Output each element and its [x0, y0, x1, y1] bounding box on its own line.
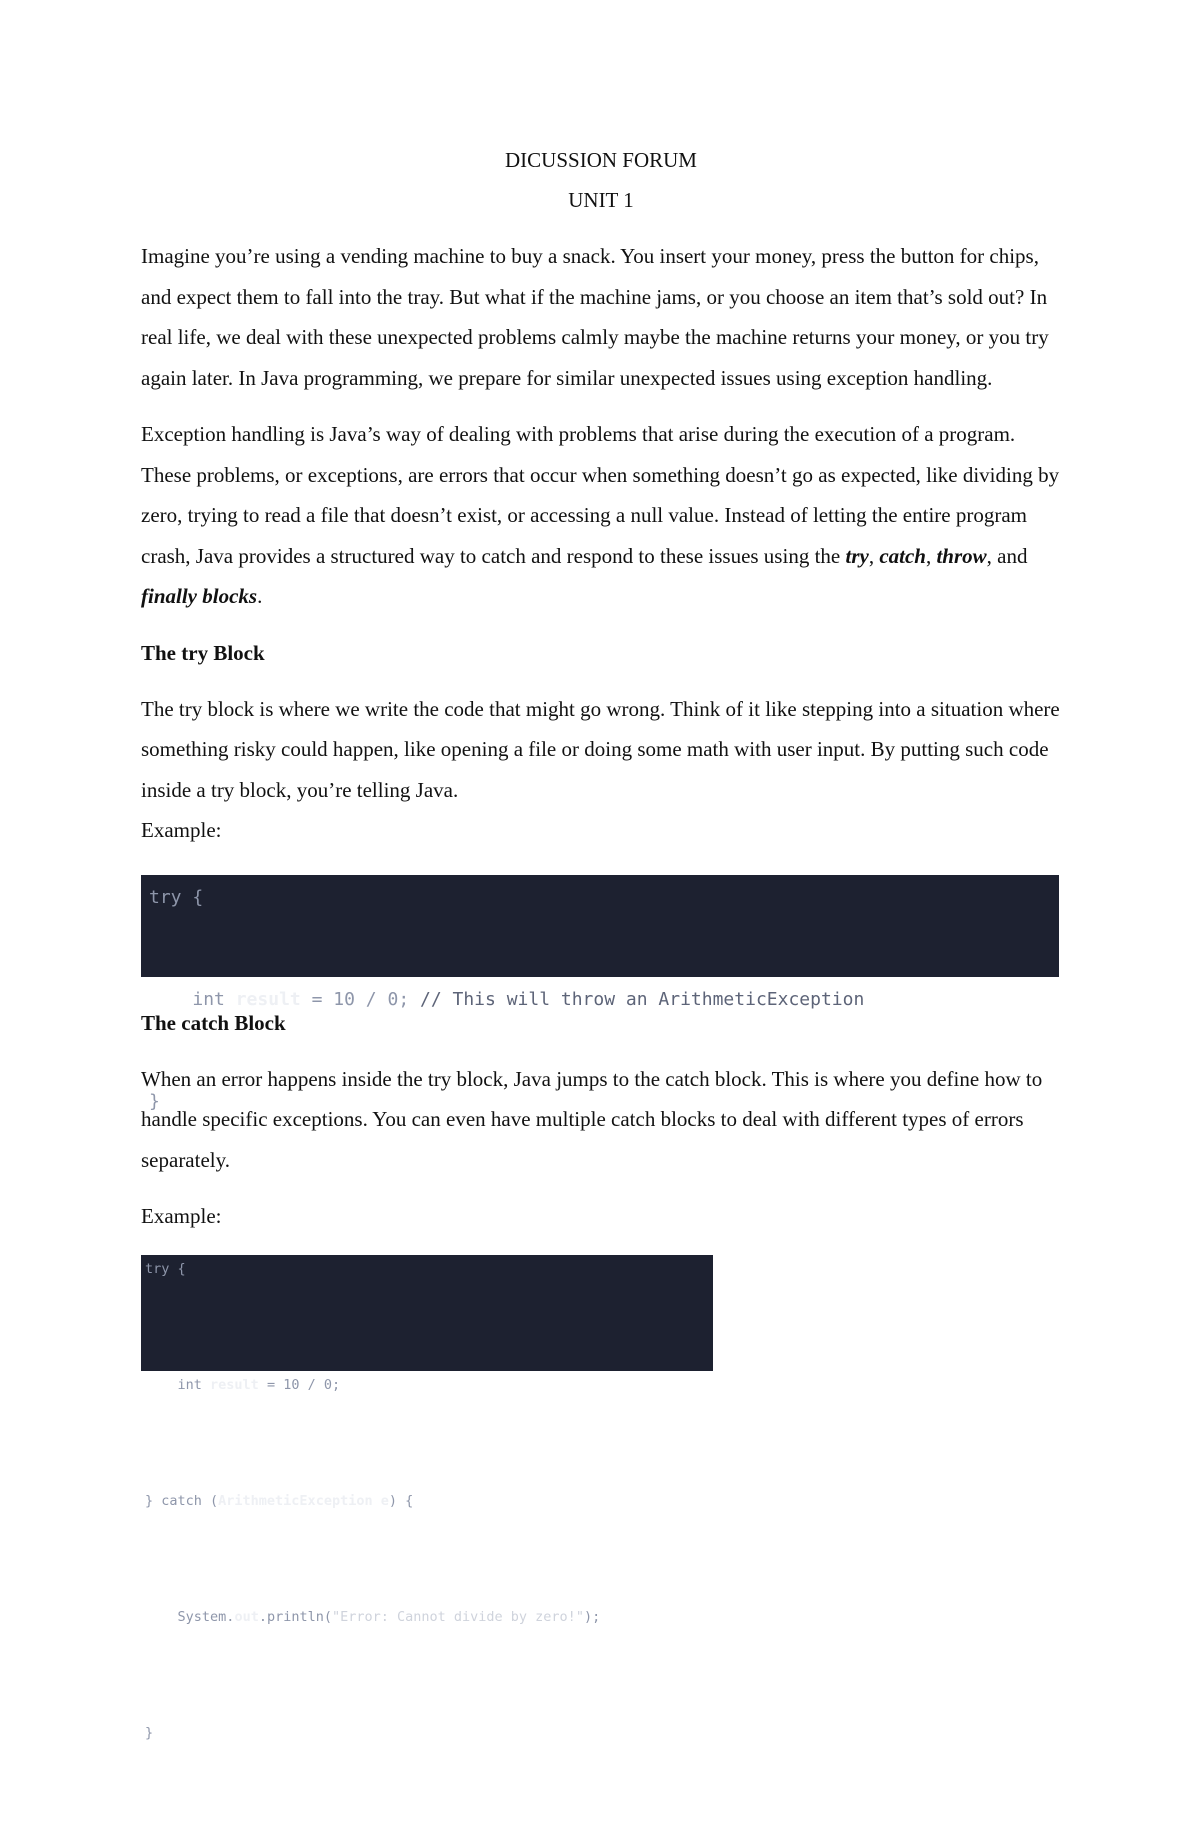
- code-variable: e: [372, 1492, 389, 1509]
- intro-paragraph: Imagine you’re using a vending machine to buy a snack. You insert your money, press the button for chips, and expect them to fall into the tray. But what if the machine jams, or you choose an item that’s sold out? In real life, we deal with these unexpected problems calmly maybe the machine returns your money, or you try again later. In Java programming, we prepare for similar unexpected issues using exception handling.: [141, 244, 1049, 390]
- try-example-label: Example:: [141, 818, 222, 842]
- try-block-heading: The try Block: [141, 640, 265, 665]
- code-line: try {: [145, 1260, 186, 1277]
- code-punctuation: .: [226, 1608, 235, 1625]
- code-operator: =: [300, 988, 334, 1010]
- exception-paragraph-text: Exception handling is Java’s way of dealing with problems that arise during the execution of a program. These problems, or exceptions, are errors that occur when something doesn’t go as expected, like dividing by zero, trying to read a file that doesn’t exist, or accessing a null value. Instead of letting the entire program crash, Java provides a structured way to catch and respond to these issues using the: [141, 422, 1060, 568]
- code-operator: /: [354, 988, 388, 1010]
- separator: ,: [925, 543, 937, 568]
- document-title: DICUSSION FORUM: [505, 148, 697, 172]
- code-punctuation: }: [145, 1724, 154, 1741]
- code-keyword: try: [149, 886, 182, 908]
- code-indent: [145, 1609, 178, 1625]
- code-number: 10: [333, 988, 355, 1010]
- code-punctuation: );: [583, 1608, 601, 1625]
- separator: , and: [986, 543, 1028, 568]
- code-punctuation: }: [149, 1090, 160, 1112]
- code-type: int: [192, 988, 225, 1010]
- code-indent: [145, 1377, 178, 1393]
- code-punctuation: ;: [398, 988, 410, 1010]
- code-type: int: [177, 1376, 202, 1393]
- catch-block-paragraph: When an error happens inside the try block, Java jumps to the catch block. This is where you define how to handle specific exceptions. You can even have multiple catch blocks to deal with different types of errors separately.: [141, 1066, 1043, 1172]
- catch-block-heading: The catch Block: [141, 1010, 286, 1035]
- code-comment: // This will throw an ArithmeticException: [409, 988, 865, 1010]
- code-keyword: } catch (: [145, 1492, 219, 1509]
- separator: ,: [868, 543, 880, 568]
- keyword-catch: catch: [879, 543, 926, 568]
- try-block-paragraph: The try block is where we write the code that might go wrong. Think of it like stepping into a situation where something risky could happen, like opening a file or doing some math with user input. By putting such code inside a try block, you’re telling Java.: [141, 696, 1060, 802]
- sentence-end: .: [257, 584, 263, 608]
- keyword-finally: finally blocks: [141, 584, 258, 608]
- catch-code-snippet: [141, 1255, 713, 1741]
- code-string: "Error: Cannot divide by zero!": [331, 1608, 584, 1625]
- code-method: .println(: [258, 1608, 332, 1625]
- document-page: [141, 140, 1061, 1741]
- catch-example-label: Example:: [141, 1204, 222, 1228]
- code-number: 0: [387, 988, 399, 1010]
- code-variable: result: [235, 988, 301, 1010]
- code-variable: result: [210, 1376, 259, 1393]
- code-field: out: [234, 1608, 259, 1625]
- keyword-try: try: [845, 543, 869, 568]
- exception-paragraph: [141, 414, 1061, 617]
- document-subtitle: UNIT 1: [568, 188, 634, 212]
- code-class-name: ArithmeticException: [218, 1492, 373, 1509]
- keyword-throw: throw: [936, 543, 987, 568]
- code-expression: = 10 / 0;: [258, 1376, 341, 1393]
- code-punctuation: ) {: [388, 1492, 414, 1509]
- code-class-name: System: [177, 1608, 227, 1625]
- code-punctuation: {: [181, 886, 204, 908]
